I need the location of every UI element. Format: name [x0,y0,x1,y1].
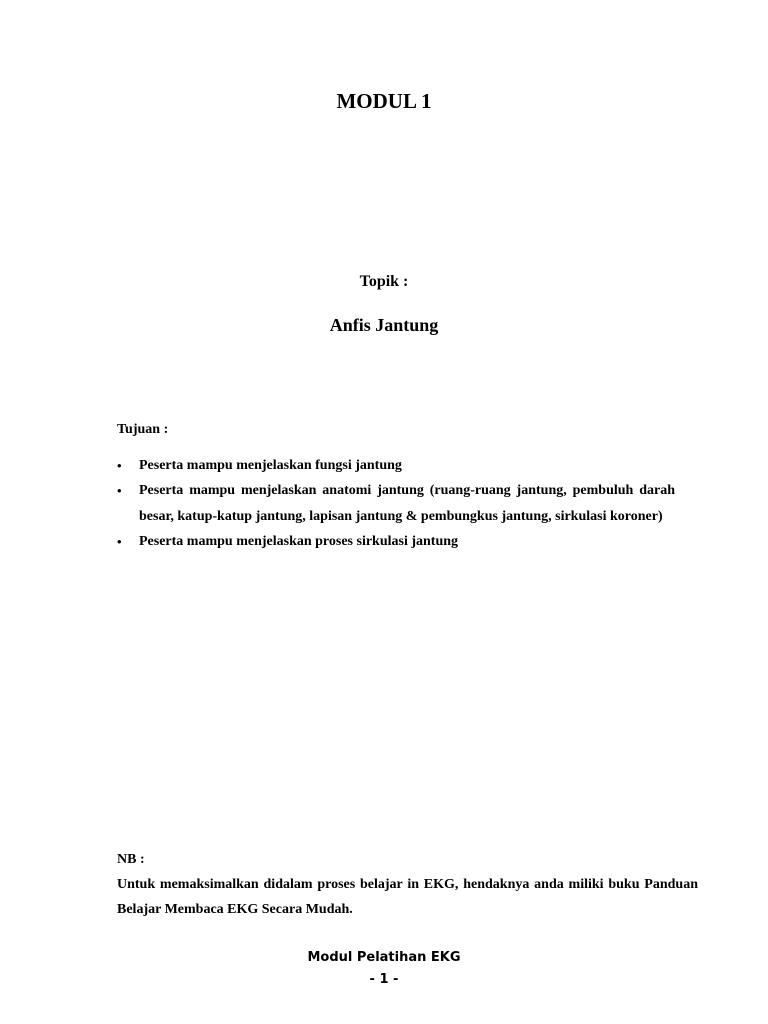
objectives-label: Tujuan : [117,422,169,437]
objective-text: Peserta mampu menjelaskan proses sirkulasi jantung [139,533,459,549]
objective-item [117,478,675,529]
bullet-icon: • [117,458,122,473]
topic-value: Anfis Jantung [329,315,439,335]
footer-title: Modul Pelatihan EKG [307,950,461,965]
bullet-icon: • [117,483,122,499]
note-label: NB : [117,852,145,867]
objective-text: Peserta mampu menjelaskan anatomi jantung (ruang-ruang jantung, pembuluh darah besar, katup-katup jantung, lapisan jantung & pembungkus jantung, sirkulasi koroner) [139,483,675,524]
page-number: - 1 - [369,972,399,987]
note-text: Untuk memaksimalkan didalam proses belajar in EKG, hendaknya anda miliki buku Panduan Belajar Membaca EKG Secara Mudah. [117,877,698,917]
module-title: MODUL 1 [336,89,432,113]
objectives-list [117,453,675,554]
objective-item [117,529,675,554]
topic-label: Topik : [359,273,409,290]
bullet-icon: • [117,533,122,549]
objective-item [117,453,675,478]
objective-text: Peserta mampu menjelaskan fungsi jantung [139,458,402,473]
